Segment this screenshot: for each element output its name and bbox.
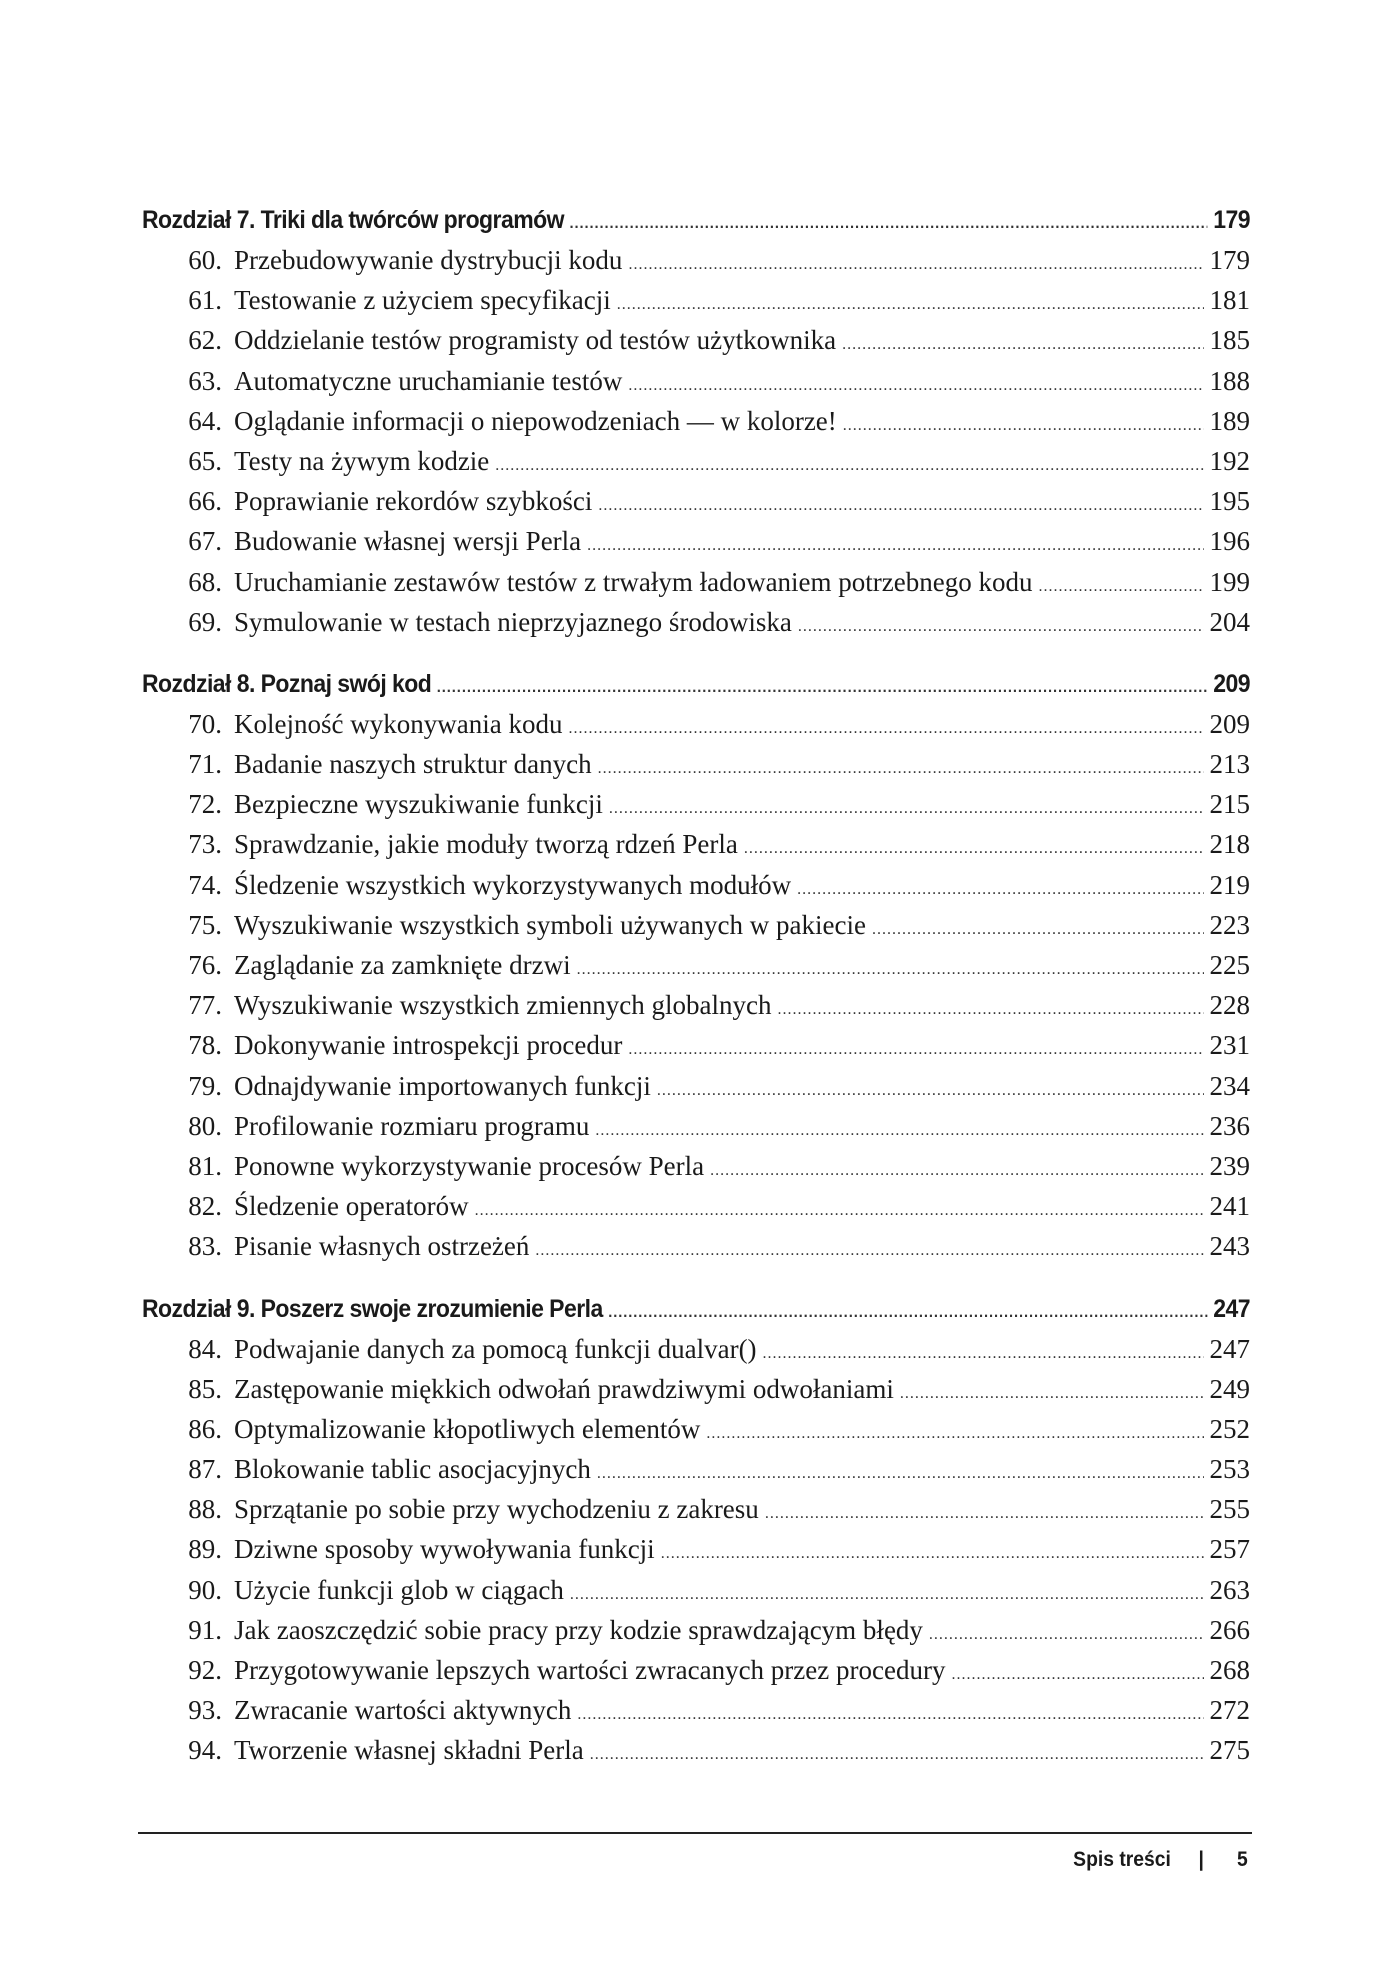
toc-entry — [142, 1529, 1250, 1569]
entry-number: 86. — [188, 1413, 222, 1444]
entry-page-number: 215 — [1209, 789, 1250, 820]
entry-page-number: 275 — [1209, 1735, 1250, 1766]
entry-number: 84. — [188, 1333, 222, 1364]
dot-leader — [495, 446, 1203, 486]
entry-page-number: 209 — [1209, 708, 1250, 739]
entry-number: 69. — [188, 606, 222, 637]
entry-page-number: 268 — [1209, 1655, 1250, 1685]
toc-entry — [142, 441, 1250, 481]
table-of-contents — [142, 200, 1250, 1771]
toc-entry — [142, 865, 1250, 905]
entry-title: Zastępowanie miękkich odwołań prawdziwymi odwołaniami — [234, 1373, 894, 1404]
dot-leader — [706, 1414, 1203, 1454]
entry-title: Pisanie własnych ostrzeżeń — [234, 1231, 530, 1262]
toc-entry — [142, 1610, 1250, 1650]
dot-leader — [951, 1655, 1203, 1695]
dot-leader — [437, 668, 1208, 708]
entry-title: Kolejność wykonywania kodu — [234, 708, 563, 739]
entry-page-number: 253 — [1209, 1454, 1250, 1485]
chapter-heading — [142, 664, 1250, 704]
dot-leader — [765, 1494, 1204, 1534]
entry-title: Profilowanie rozmiaru programu — [234, 1110, 590, 1141]
entry-number: 79. — [188, 1070, 222, 1101]
toc-entry — [142, 361, 1250, 401]
entry-number: 94. — [188, 1735, 222, 1766]
entry-number: 87. — [188, 1454, 222, 1485]
entry-page-number: 255 — [1209, 1494, 1250, 1525]
entry-title: Testowanie z użyciem specyfikacji — [234, 285, 611, 316]
toc-entry — [142, 1186, 1250, 1226]
entry-title: Blokowanie tablic asocjacyjnych — [234, 1454, 591, 1485]
entry-number: 78. — [188, 1030, 222, 1061]
chapter-heading — [142, 200, 1250, 240]
dot-leader — [569, 204, 1207, 244]
toc-entry — [142, 240, 1250, 280]
dot-leader — [597, 1454, 1204, 1494]
entry-number: 61. — [188, 285, 222, 316]
chapter-title: Rozdział 8. Poznaj swój kod — [142, 669, 432, 698]
dot-leader — [843, 406, 1204, 446]
entry-page-number: 195 — [1209, 486, 1250, 517]
entry-number: 74. — [188, 869, 222, 900]
toc-entry — [142, 1226, 1250, 1266]
footer-separator: | — [1198, 1848, 1205, 1871]
entry-page-number: 231 — [1209, 1030, 1250, 1061]
toc-entry — [142, 401, 1250, 441]
entry-title: Odnajdywanie importowanych funkcji — [234, 1070, 651, 1101]
dot-leader — [872, 910, 1204, 950]
entry-page-number: 228 — [1209, 990, 1250, 1021]
entry-title: Testy na żywym kodzie — [234, 445, 490, 476]
dot-leader — [777, 990, 1203, 1030]
entry-page-number: 218 — [1209, 829, 1250, 860]
footer-page-number: 5 — [1237, 1848, 1248, 1871]
dot-leader — [661, 1534, 1204, 1574]
entry-number: 83. — [188, 1231, 222, 1262]
entry-number: 88. — [188, 1494, 222, 1525]
entry-title: Dokonywanie introspekcji procedur — [234, 1030, 623, 1061]
entry-title: Zaglądanie za zamknięte drzwi — [234, 950, 571, 980]
chapter-page-number: 247 — [1213, 1294, 1251, 1323]
entry-title: Zwracanie wartości aktywnych — [234, 1695, 572, 1726]
entry-number: 66. — [188, 486, 222, 517]
entry-number: 89. — [188, 1534, 222, 1565]
entry-page-number: 243 — [1209, 1231, 1250, 1262]
chapter-heading — [142, 1289, 1250, 1329]
entry-title: Użycie funkcji glob w ciągach — [234, 1574, 564, 1605]
entry-title: Poprawianie rekordów szybkości — [234, 486, 593, 517]
entry-page-number: 192 — [1209, 445, 1250, 476]
entry-page-number: 272 — [1209, 1695, 1250, 1726]
entry-title: Przebudowywanie dystrybucji kodu — [234, 245, 623, 275]
entry-page-number: 257 — [1209, 1534, 1250, 1565]
entry-page-number: 188 — [1209, 365, 1250, 396]
toc-entry — [142, 320, 1250, 360]
dot-leader — [842, 325, 1203, 365]
dot-leader — [929, 1615, 1204, 1655]
dot-leader — [577, 950, 1204, 990]
footer-section-title: Spis treści — [1073, 1848, 1172, 1871]
entry-page-number: 189 — [1209, 405, 1250, 436]
entry-title: Optymalizowanie kłopotliwych elementów — [234, 1413, 701, 1444]
dot-leader — [628, 1030, 1203, 1070]
dot-leader — [797, 870, 1203, 910]
entry-number: 82. — [188, 1191, 222, 1222]
dot-leader — [568, 709, 1203, 749]
entry-page-number: 179 — [1209, 245, 1250, 275]
entry-page-number: 266 — [1209, 1614, 1250, 1645]
toc-entry — [142, 280, 1250, 320]
entry-page-number: 219 — [1209, 869, 1250, 900]
dot-leader — [798, 607, 1204, 647]
toc-entry — [142, 1650, 1250, 1690]
dot-leader — [744, 829, 1204, 869]
entry-number: 63. — [188, 365, 222, 396]
entry-title: Uruchamianie zestawów testów z trwałym ładowaniem potrzebnego kodu — [234, 566, 1033, 597]
toc-entry — [142, 704, 1250, 744]
entry-title: Jak zaoszczędzić sobie pracy przy kodzie sprawdzającym błędy — [234, 1614, 923, 1645]
dot-leader — [617, 285, 1204, 325]
toc-entry — [142, 985, 1250, 1025]
page-footer — [1073, 1848, 1248, 1872]
toc-entry — [142, 1146, 1250, 1186]
dot-leader — [608, 1293, 1208, 1333]
dot-leader — [475, 1191, 1204, 1231]
entry-title: Sprawdzanie, jakie moduły tworzą rdzeń Perla — [234, 829, 738, 860]
chapter-page-number: 209 — [1213, 669, 1251, 698]
chapter-page-number: 179 — [1213, 206, 1251, 234]
entry-title: Wyszukiwanie wszystkich zmiennych globalnych — [234, 990, 772, 1021]
entry-page-number: 199 — [1209, 566, 1250, 597]
entry-number: 73. — [188, 829, 222, 860]
footer-rule — [138, 1832, 1252, 1834]
toc-entry — [142, 1369, 1250, 1409]
entry-number: 77. — [188, 990, 222, 1021]
toc-entry — [142, 562, 1250, 602]
entry-number: 91. — [188, 1614, 222, 1645]
entry-number: 76. — [188, 950, 222, 980]
entry-page-number: 236 — [1209, 1110, 1250, 1141]
dot-leader — [587, 526, 1203, 566]
dot-leader — [628, 245, 1203, 285]
entry-number: 92. — [188, 1655, 222, 1685]
dot-leader — [535, 1231, 1203, 1271]
dot-leader — [710, 1151, 1203, 1191]
entry-number: 60. — [188, 245, 222, 275]
toc-entry — [142, 905, 1250, 945]
toc-entry — [142, 1730, 1250, 1770]
entry-title: Oglądanie informacji o niepowodzeniach — w kolorze! — [234, 405, 837, 436]
entry-title: Sprzątanie po sobie przy wychodzeniu z zakresu — [234, 1494, 759, 1525]
toc-entry — [142, 1025, 1250, 1065]
toc-entry — [142, 1690, 1250, 1730]
entry-number: 93. — [188, 1695, 222, 1726]
entry-number: 67. — [188, 526, 222, 557]
entry-number: 68. — [188, 566, 222, 597]
dot-leader — [595, 1111, 1203, 1151]
toc-entry — [142, 1409, 1250, 1449]
entry-number: 70. — [188, 708, 222, 739]
dot-leader — [590, 1735, 1204, 1775]
entry-number: 62. — [188, 325, 222, 356]
toc-entry — [142, 1489, 1250, 1529]
chapter-title: Rozdział 9. Poszerz swoje zrozumienie Perla — [142, 1294, 603, 1323]
entry-title: Śledzenie operatorów — [234, 1191, 469, 1222]
toc-entry — [142, 1449, 1250, 1489]
entry-title: Budowanie własnej wersji Perla — [234, 526, 582, 557]
entry-title: Przygotowywanie lepszych wartości zwracanych przez procedury — [234, 1655, 946, 1685]
toc-entry — [142, 1066, 1250, 1106]
dot-leader — [598, 749, 1204, 789]
dot-leader — [900, 1374, 1204, 1414]
dot-leader — [577, 1695, 1203, 1735]
entry-page-number: 247 — [1209, 1333, 1250, 1364]
entry-page-number: 185 — [1209, 325, 1250, 356]
toc-entry — [142, 1106, 1250, 1146]
entry-title: Automatyczne uruchamianie testów — [234, 365, 623, 396]
entry-number: 85. — [188, 1373, 222, 1404]
entry-page-number: 213 — [1209, 749, 1250, 780]
entry-title: Oddzielanie testów programisty od testów użytkownika — [234, 325, 837, 356]
toc-entry — [142, 945, 1250, 985]
toc-entry — [142, 1329, 1250, 1369]
entry-title: Tworzenie własnej składni Perla — [234, 1735, 584, 1766]
entry-page-number: 241 — [1209, 1191, 1250, 1222]
entry-title: Ponowne wykorzystywanie procesów Perla — [234, 1150, 705, 1181]
dot-leader — [763, 1334, 1204, 1374]
entry-page-number: 252 — [1209, 1413, 1250, 1444]
entry-number: 75. — [188, 909, 222, 940]
dot-leader — [609, 789, 1204, 829]
toc-entry — [142, 744, 1250, 784]
entry-title: Dziwne sposoby wywoływania funkcji — [234, 1534, 655, 1565]
entry-page-number: 234 — [1209, 1070, 1250, 1101]
entry-number: 64. — [188, 405, 222, 436]
entry-title: Badanie naszych struktur danych — [234, 749, 592, 780]
entry-number: 90. — [188, 1574, 222, 1605]
entry-title: Symulowanie w testach nieprzyjaznego środowiska — [234, 606, 792, 637]
entry-page-number: 239 — [1209, 1150, 1250, 1181]
chapter-title: Rozdział 7. Triki dla twórców programów — [142, 206, 564, 234]
entry-number: 80. — [188, 1110, 222, 1141]
entry-title: Śledzenie wszystkich wykorzystywanych modułów — [234, 869, 792, 900]
toc-entry — [142, 784, 1250, 824]
entry-number: 71. — [188, 749, 222, 780]
dot-leader — [570, 1575, 1204, 1615]
entry-page-number: 181 — [1209, 285, 1250, 316]
entry-number: 65. — [188, 445, 222, 476]
entry-page-number: 223 — [1209, 909, 1250, 940]
entry-title: Bezpieczne wyszukiwanie funkcji — [234, 789, 603, 820]
entry-number: 81. — [188, 1150, 222, 1181]
entry-page-number: 196 — [1209, 526, 1250, 557]
toc-entry — [142, 521, 1250, 561]
entry-title: Wyszukiwanie wszystkich symboli używanych w pakiecie — [234, 909, 866, 940]
dot-leader — [598, 486, 1203, 526]
entry-page-number: 204 — [1209, 606, 1250, 637]
entry-title: Podwajanie danych za pomocą funkcji dualvar() — [234, 1333, 757, 1364]
dot-leader — [1039, 567, 1204, 607]
dot-leader — [628, 366, 1203, 406]
dot-leader — [657, 1071, 1204, 1111]
entry-page-number: 249 — [1209, 1373, 1250, 1404]
toc-entry — [142, 1570, 1250, 1610]
entry-page-number: 225 — [1209, 950, 1250, 980]
toc-entry — [142, 481, 1250, 521]
toc-entry — [142, 824, 1250, 864]
entry-number: 72. — [188, 789, 222, 820]
entry-page-number: 263 — [1209, 1574, 1250, 1605]
toc-entry — [142, 602, 1250, 642]
